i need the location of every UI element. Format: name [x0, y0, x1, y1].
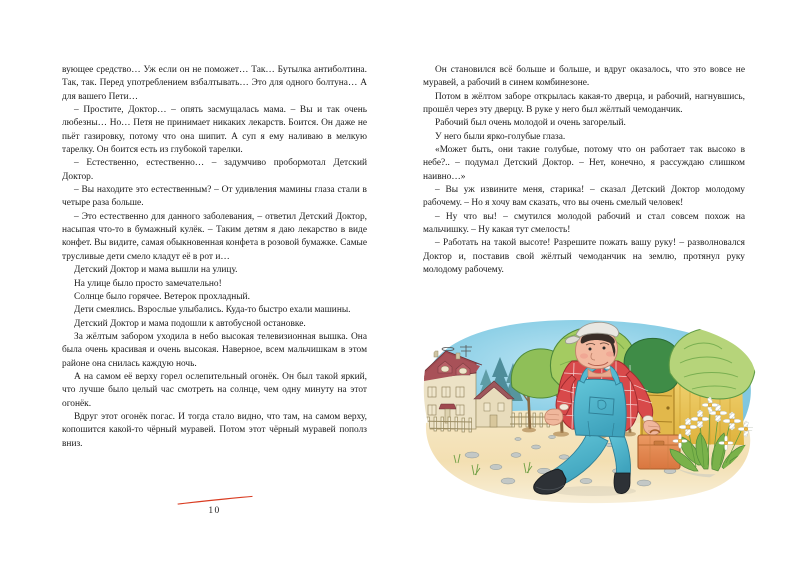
swash-rule-icon — [176, 495, 254, 505]
paragraph: Вдруг этот огонёк погас. И тогда стало видно, что там, на самом верху, копошится какой-то чёрный муравей. Потом этот чёрный муравей пополз вниз. — [62, 411, 367, 449]
paragraph: Солнце было горячее. Ветерок прохладный. — [74, 291, 250, 302]
page-folio — [62, 495, 367, 516]
paragraph: А на самом её верху горел ослепительный огонёк. Он был такой яркий, что лучше было целый час смотреть на солнце, чем одну минуту на этот огонёк. — [62, 371, 367, 409]
paragraph: – Ну что вы! – смутился молодой рабочий и стал совсем похож на мальчишку. – Ну какая тут смелость! — [423, 211, 745, 236]
chapter-illustration — [412, 305, 768, 553]
right-text-column — [423, 64, 745, 278]
paragraph: – Вы находите это естественным? – От удивления мамины глаза стали в четыре раза больше. — [62, 185, 367, 209]
paragraph: Детский Доктор и мама подошли к автобусной остановке. — [74, 318, 306, 329]
page-number: 10 — [208, 506, 221, 516]
paragraph: Потом в жёлтом заборе открылась какая-то дверца, и рабочий, нагнувшись, прошёл через эту дверцу. В руке у него был жёлтый чемоданчик. — [423, 91, 745, 116]
paragraph: – Вы уж извините меня, старика! – сказал Детский Доктор молодому рабочему. – Но я хочу вам сказать, что вы очень смелый человек! — [423, 185, 745, 209]
paragraph: вующее средство… Уж если он не поможет… Так… Бутылка антиболтина. Так, так. Перед употреблением взбалтывать… Это для одного болтуна… А для вашего Пети… — [62, 65, 367, 102]
black-boots — [614, 473, 630, 494]
paragraph: Рабочий был очень молодой и очень загорелый. — [435, 118, 626, 129]
paragraph: Детский Доктор и мама вышли на улицу. — [74, 265, 238, 276]
paragraph: «Может быть, они такие голубые, потому что он работает так высоко в небе?.. – подумал Детский Доктор. – Нет, конечно, я рассуждаю слишком наивно…» — [423, 145, 745, 182]
paragraph: – Простите, Доктор… – опять засмущалась мама. – Вы и так очень любезны… Но… Петя не принимает никаких лекарств. Боится. Он даже не пьёт газировку, потому что она шипит. А суп я ему наливаю в мелкую тарелку. Он боится есть из глубокой тарелки. — [62, 105, 367, 156]
paragraph: За жёлтым забором уходила в небо высокая телевизионная вышка. Она была очень красивая и очень высокая. Наверное, всем мальчишкам в этом районе она снилась каждую ночь. — [62, 331, 367, 369]
paragraph: – Естественно, естественно… – задумчиво пробормотал Детский Доктор. — [62, 158, 367, 182]
paragraph: Дети смеялись. Взрослые улыбались. Куда-то быстро ехали машины. — [74, 305, 351, 316]
paragraph: – Работать на такой высоте! Разрешите пожать вашу руку! – разволновался Доктор и, поставив свой жёлтый чемоданчик на землю, протянул руку молодому рабочему. — [423, 238, 745, 276]
paragraph: На улице было просто замечательно! — [74, 278, 222, 289]
paragraph: У него были ярко-голубые глаза. — [435, 131, 566, 142]
paragraph: Он становился всё больше и больше, и вдруг оказалось, что это вовсе не муравей, а рабочий в синем комбинезоне. — [423, 65, 745, 89]
paragraph: – Это естественно для данного заболевания, – ответил Детский Доктор, насыпая что-то в бумажный кулёк. – Таким детям я даю лекарство в виде конфет. Вы видите, самая обыкновенная конфета в розовой бумажке. Самые трусливые дети смело кладут её в рот и… — [62, 211, 367, 262]
left-text-column — [62, 64, 367, 451]
